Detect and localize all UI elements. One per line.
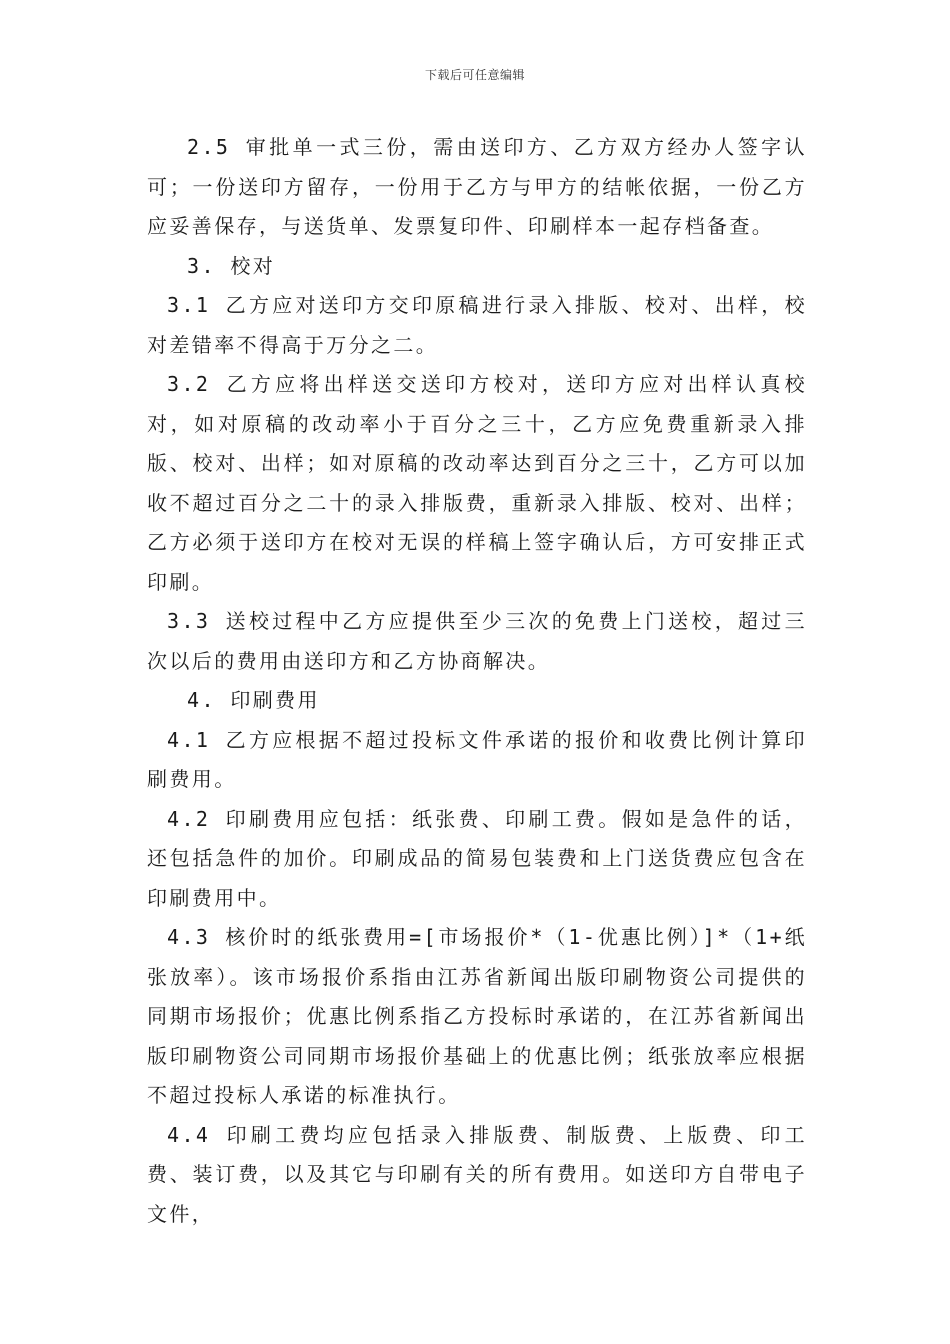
paragraph-3-2: 3.2 乙方应将出样送交送印方校对，送印方应对出样认真校对，如对原稿的改动率小于百分之三十，乙方应免费重新录入排版、校对、出样；如对原稿的改动率达到百分之三十，乙方可以加收不超过百分之二十的录入排版费，重新录入排版、校对、出样；乙方必须于送印方在校对无误的样稿上签字确认后，方可安排正式印刷。	[147, 372, 807, 594]
paragraph-4-4: 4.4 印刷工费均应包括录入排版费、制版费、上版费、印工费、装订费，以及其它与印刷有关的所有费用。如送印方自带电子文件，	[147, 1122, 807, 1226]
paragraph-4-1: 4.1 乙方应根据不超过投标文件承诺的报价和收费比例计算印刷费用。	[147, 727, 807, 791]
section-heading-3: 3. 校对	[187, 253, 276, 278]
paragraph-3-1: 3.1 乙方应对送印方交印原稿进行录入排版、校对、出样，校对差错率不得高于万分之二。	[147, 293, 807, 357]
paragraph-4-2: 4.2 印刷费用应包括：纸张费、印刷工费。假如是急件的话，还包括急件的加价。印刷成品的简易包装费和上门送货费应包含在印刷费用中。	[147, 806, 807, 910]
page-header-note: 下载后可任意编辑	[424, 68, 525, 82]
paragraph-2-5: 2.5 审批单一式三份，需由送印方、乙方双方经办人签字认可；一份送印方留存，一份用于乙方与甲方的结帐依据，一份乙方应妥善保存，与送货单、发票复印件、印刷样本一起存档备查。	[147, 135, 807, 238]
document-body	[147, 128, 807, 1234]
paragraph-3-3: 3.3 送校过程中乙方应提供至少三次的免费上门送校，超过三次以后的费用由送印方和乙方协商解决。	[147, 609, 807, 673]
paragraph-4-3: 4.3 核价时的纸张费用=[市场报价*（1-优惠比例）]*（1+纸张放率）。该市场报价系指由江苏省新闻出版印刷物资公司提供的同期市场报价；优惠比例系指乙方投标时承诺的，在江苏省新闻出版印刷物资公司同期市场报价基础上的优惠比例；纸张放率应根据不超过投标人承诺的标准执行。	[147, 925, 807, 1107]
section-heading-4: 4. 印刷费用	[187, 688, 320, 712]
